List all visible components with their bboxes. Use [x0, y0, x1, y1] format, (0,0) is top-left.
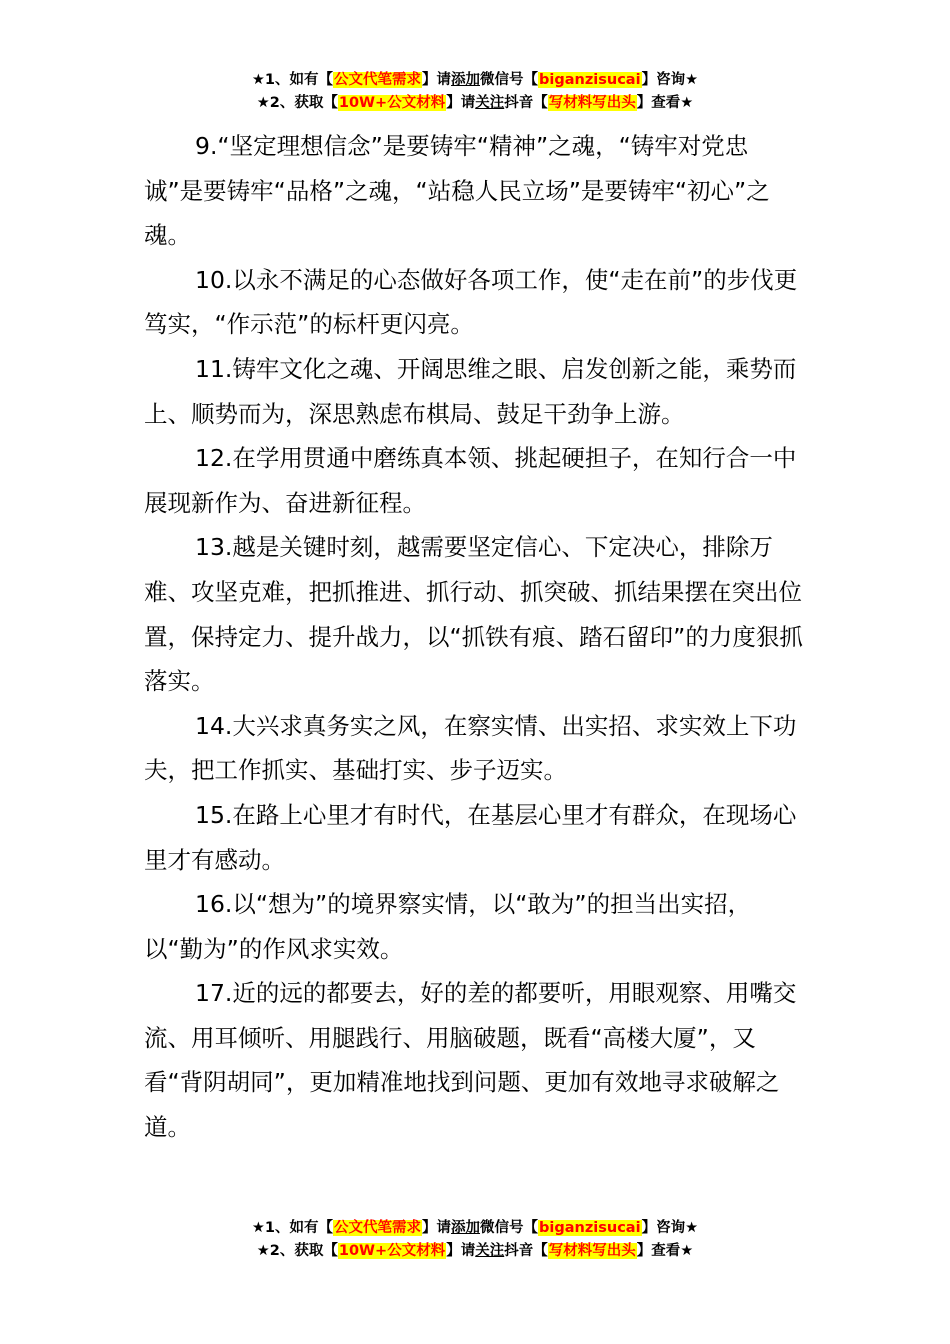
banner-line-2 [0, 1240, 950, 1263]
banner-text: 】请 [446, 95, 476, 111]
highlight-wechat-id: biganzisucai [539, 72, 641, 88]
banner-line-1 [0, 1217, 950, 1240]
highlight-service: 公文代笔需求 [334, 72, 422, 88]
paragraph-12: 12.在学用贯通中磨练真本领、挑起硬担子，在知行合一中展现新作为、奋进新征程。 [144, 444, 797, 517]
banner-text: 】请 [422, 1220, 452, 1236]
banner-text: 2、获取【 [269, 1243, 338, 1259]
paragraph-13: 13.越是关键时刻，越需要坚定信心、下定决心，排除万难、攻坚克难，把抓推进、抓行动、抓突破、抓结果摆在突出位置，保持定力、提升战力，以“抓铁有痕、踏石留印”的力度狠抓落实。 [144, 533, 803, 696]
banner-text: 】请 [422, 72, 452, 88]
banner-text: 】查看 [636, 95, 681, 111]
highlight-douyin: 写材料写出头 [548, 1243, 636, 1259]
paragraph-16: 16.以“想为”的境界察实情，以“敢为”的担当出实招，以“勤为”的作风求实效。 [144, 890, 752, 963]
paragraph-11: 11.铸牢文化之魂、开阔思维之眼、启发创新之能，乘势而上、顺势而为，深思熟虑布棋局、鼓足干劲争上游。 [144, 354, 797, 428]
star-icon: ★ [251, 1220, 265, 1236]
banner-text: 】咨询 [641, 72, 686, 88]
banner-text: 1、如有【 [264, 72, 334, 88]
star-icon: ★ [680, 1243, 694, 1259]
star-icon: ★ [256, 95, 270, 111]
paragraph-15: 15.在路上心里才有时代，在基层心里才有群众，在现场心里才有感动。 [144, 800, 797, 874]
banner-text: 微信号【 [480, 1220, 539, 1236]
document-body [144, 124, 806, 1150]
highlight-materials: 10W+公文材料 [338, 1243, 446, 1259]
paragraph-10: 10.以永不满足的心态做好各项工作，使“走在前”的步伐更笃实，“作示范”的标杆更闪亮。 [144, 265, 798, 339]
banner-text: 微信号【 [480, 72, 539, 88]
highlight-wechat-id: biganzisucai [539, 1220, 641, 1236]
header-banner [0, 69, 950, 115]
star-icon: ★ [685, 1220, 699, 1236]
banner-text-underlined: 关注 [475, 1243, 505, 1259]
banner-text: 】请 [446, 1243, 476, 1259]
banner-text-underlined: 添加 [451, 72, 481, 88]
banner-text-underlined: 关注 [475, 95, 505, 111]
highlight-materials: 10W+公文材料 [338, 95, 446, 111]
star-icon: ★ [680, 95, 694, 111]
banner-text: 抖音【 [504, 1243, 548, 1259]
banner-text: 抖音【 [504, 95, 548, 111]
paragraph-9: 9.“坚定理想信念”是要铸牢“精神”之魂，“铸牢对党忠诚”是要铸牢“品格”之魂，“站稳人民立场”是要铸牢“初心”之魂。 [144, 132, 770, 250]
star-icon: ★ [251, 72, 265, 88]
banner-text-underlined: 添加 [451, 1220, 481, 1236]
footer-banner [0, 1217, 950, 1263]
paragraph-17: 17.近的远的都要去，好的差的都要听，用眼观察、用嘴交流、用耳倾听、用腿践行、用脑破题，既看“高楼大厦”，又看“背阴胡同”，更加精准地找到问题、更加有效地寻求破解之道。 [144, 979, 797, 1142]
banner-text: 1、如有【 [264, 1220, 334, 1236]
highlight-service: 公文代笔需求 [334, 1220, 422, 1236]
paragraph-14: 14.大兴求真务实之风，在察实情、出实招、求实效上下功夫，把工作抓实、基础打实、步子迈实。 [144, 711, 797, 785]
banner-line-1 [0, 69, 950, 92]
banner-text: 】咨询 [641, 1220, 686, 1236]
banner-text: 】查看 [636, 1243, 681, 1259]
banner-line-2 [0, 92, 950, 115]
highlight-douyin: 写材料写出头 [548, 95, 636, 111]
star-icon: ★ [256, 1243, 270, 1259]
star-icon: ★ [685, 72, 699, 88]
banner-text: 2、获取【 [269, 95, 338, 111]
